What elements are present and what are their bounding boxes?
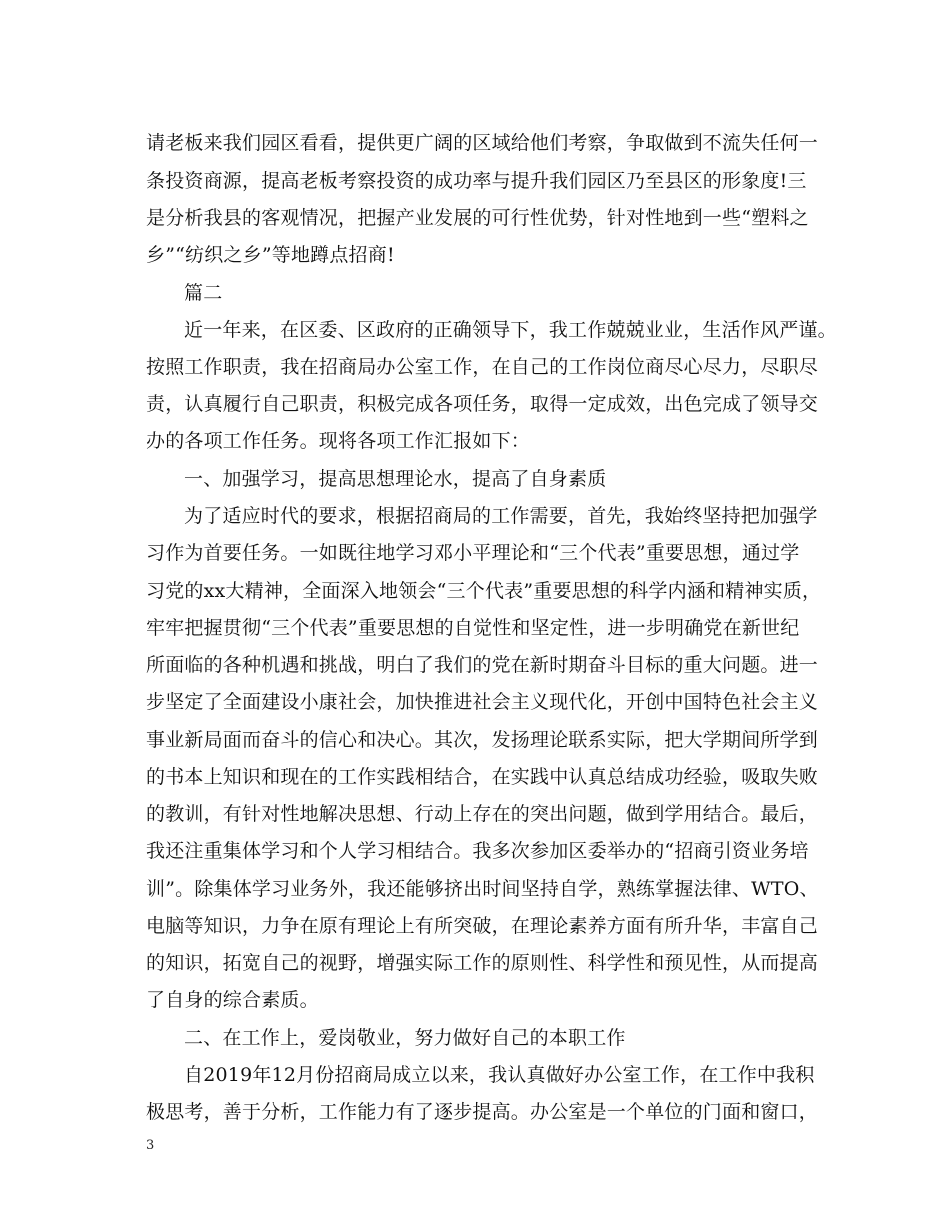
- subsection-heading: 一、加强学习，提高思想理论水，提高了自身素质: [184, 468, 607, 490]
- subsection-heading: 二、在工作上，爱岗敬业，努力做好自己的本职工作: [184, 1027, 626, 1049]
- text-line: 习党的xx大精神，全面深入地领会“三个代表”重要思想的科学内涵和精神实质，: [146, 580, 822, 602]
- text-line: 极思考，善于分析，工作能力有了逐步提高。办公室是一个单位的门面和窗口，: [146, 1101, 819, 1123]
- text-line: 事业新局面而奋斗的信心和决心。其次，发扬理论联系实际，把大学期间所学到: [146, 729, 819, 751]
- text-line: 步坚定了全面建设小康社会，加快推进社会主义现代化，开创中国特色社会主义: [146, 691, 819, 713]
- text-line: 习作为首要任务。一如既往地学习邓小平理论和“三个代表”重要思想，通过学: [146, 542, 800, 564]
- text-line: 按照工作职责，我在招商局办公室工作，在自己的工作岗位商尽心尽力，尽职尽: [146, 356, 819, 378]
- text-line: 请老板来我们园区看看，提供更广阔的区域给他们考察，争取做到不流失任何一: [146, 132, 819, 154]
- text-line: 训”。除集体学习业务外，我还能够挤出时间坚持自学，熟练掌握法律、WTO、: [146, 878, 819, 900]
- text-line: 电脑等知识，力争在原有理论上有所突破，在理论素养方面有所升华，丰富自己: [146, 915, 819, 937]
- text-line: 了自身的综合素质。: [146, 989, 319, 1011]
- text-line: 乡”“纺织之乡”等地蹲点招商!: [146, 244, 395, 266]
- text-line: 牢牢把握贯彻“三个代表”重要思想的自觉性和坚定性，进一步明确党在新世纪: [146, 617, 800, 639]
- text-line: 条投资商源，提高老板考察投资的成功率与提升我们园区乃至县区的形象度!三: [146, 170, 807, 192]
- text-line: 的知识，拓宽自己的视野，增强实际工作的原则性、科学性和预见性，从而提高: [146, 952, 819, 974]
- text-line: 办的各项工作任务。现将各项工作汇报如下：: [146, 430, 531, 452]
- text-line: 责，认真履行自己职责，积极完成各项任务，取得一定成效，出色完成了领导交: [146, 393, 819, 415]
- text-line: 近一年来，在区委、区政府的正确领导下，我工作兢兢业业，生活作风严谨。: [184, 319, 837, 341]
- text-line: 自2019年12月份招商局成立以来，我认真做好办公室工作，在工作中我积: [184, 1064, 815, 1086]
- text-line: 所面临的各种机遇和挑战，明白了我们的党在新时期奋斗目标的重大问题。进一: [146, 654, 819, 676]
- text-line: 为了适应时代的要求，根据招商局的工作需要，首先，我始终坚持把加强学: [184, 505, 818, 527]
- text-line: 的教训，有针对性地解决思想、行动上存在的突出问题，做到学用结合。最后，: [146, 803, 819, 825]
- text-line: 的书本上知识和现在的工作实践相结合，在实践中认真总结成功经验，吸取失败: [146, 766, 819, 788]
- text-line: 我还注重集体学习和个人学习相结合。我多次参加区委举办的“招商引资业务培: [146, 840, 809, 862]
- page-number: 3: [146, 1138, 155, 1153]
- section-heading: 篇二: [184, 282, 223, 304]
- text-line: 是分析我县的客观情况，把握产业发展的可行性优势，针对性地到一些“塑料之: [146, 207, 809, 229]
